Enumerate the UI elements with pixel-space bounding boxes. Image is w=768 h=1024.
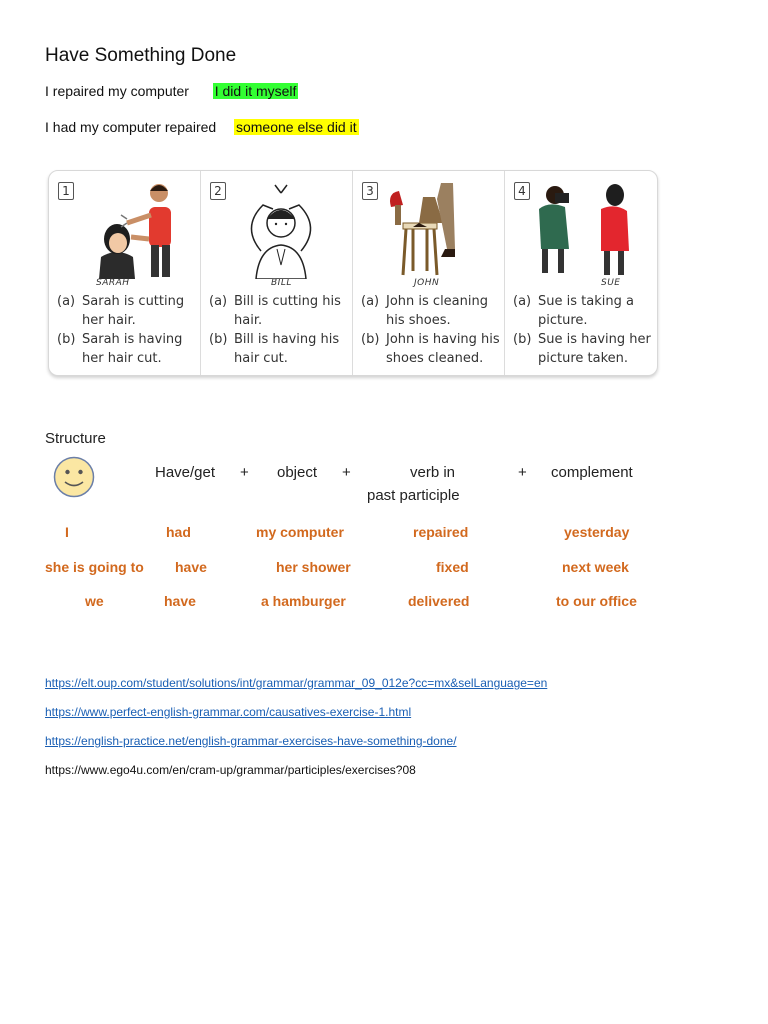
example-participle: fixed [436,559,469,575]
header-complement: complement [551,464,633,481]
example-object: a hamburger [261,593,346,609]
example-line-2 [45,119,359,135]
person-name: SUE [601,278,621,288]
example-complement: to our office [556,593,637,609]
example-line-2-text: I had my computer repaired [45,119,217,135]
link-perfect-english-grammar[interactable]: https://www.perfect-english-grammar.com/causatives-exercise-1.html [45,705,412,719]
example-object: her shower [276,559,351,575]
plain-url-ego4u: https://www.ego4u.com/en/cram-up/grammar/participles/exercises?08 [45,763,416,777]
header-past-participle: past participle [367,487,460,504]
structure-title: Structure [45,430,106,447]
example-complement: next week [562,559,629,575]
header-verb-in: verb in [410,464,456,481]
self-haircut-illustration-icon [221,179,341,279]
yellow-highlight: someone else did it [235,119,357,135]
sentence-b: (b) Sarah is having her hair cut. [57,332,183,366]
person-name: JOHN [414,278,440,288]
sentence-b: (b) Sue is having her picture taken. [513,332,651,366]
panel-cell-4 [505,171,657,375]
page-title: Have Something Done [45,45,237,66]
example-participle: delivered [408,593,470,609]
panel-number: 2 [210,182,226,200]
sentence-a: (a) Sue is taking a picture. [513,294,634,328]
illustration-panel [48,170,658,376]
example-line-1 [45,83,298,99]
smiley-icon [53,456,95,498]
sentence-b: (b) John is having his shoes cleaned. [361,332,500,366]
header-plus: + [518,464,527,481]
panel-cell-3 [353,171,505,375]
header-plus: + [240,464,249,481]
person-name: BILL [271,278,292,288]
haircut-illustration-icon [69,179,189,279]
shoe-cleaning-illustration-icon [373,179,493,279]
example-object: my computer [256,524,344,540]
header-object: object [277,464,318,481]
header-plus: + [342,464,351,481]
green-highlight: I did it myself [214,83,297,99]
panel-cell-2 [201,171,353,375]
panel-number: 3 [362,182,378,200]
photo-taking-illustration-icon [525,179,645,279]
example-subject: I [65,524,69,540]
example-have: have [175,559,207,575]
example-have: have [164,593,196,609]
example-complement: yesterday [564,524,630,540]
sentence-a: (a) Sarah is cutting her hair. [57,294,185,328]
sentence-b: (b) Bill is having his hair cut. [209,332,340,366]
link-english-practice[interactable]: https://english-practice.net/english-grammar-exercises-have-something-done/ [45,734,457,748]
panel-number: 4 [514,182,530,200]
panel-number: 1 [58,182,74,200]
panel-cell-1 [49,171,201,375]
example-line-1-text: I repaired my computer [45,83,189,99]
person-name: SARAH [96,278,130,288]
sentence-a: (a) John is cleaning his shoes. [361,294,488,328]
example-subject: we [85,593,104,609]
sentence-a: (a) Bill is cutting his hair. [209,294,341,328]
example-participle: repaired [413,524,469,540]
example-subject: she is going to [45,559,144,575]
link-oup-exercise[interactable]: https://elt.oup.com/student/solutions/int/grammar/grammar_09_012e?cc=mx&selLanguage=en [45,676,548,690]
example-have: had [166,524,191,540]
header-have-get: Have/get [155,464,216,481]
